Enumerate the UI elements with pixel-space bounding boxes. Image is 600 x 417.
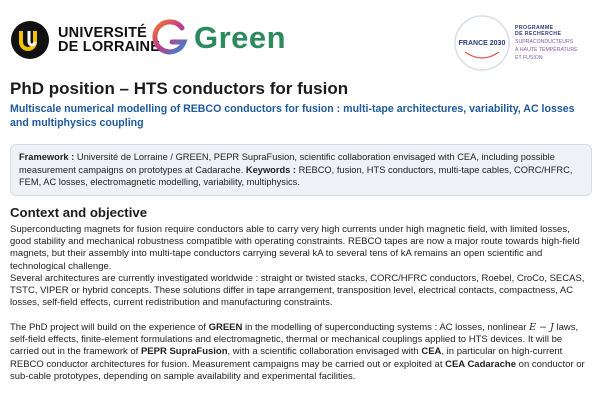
p3-part-d: , with a scientific collaboration envisaged with (227, 346, 422, 358)
paragraph-2: Several architectures are currently investigated worldwide : straight or twisted stacks, CORC/HFRC conductors, Roebel, CroCo, SECAS, TSTC, VIPER or hybrid concepts. These solutions differ in tape arrangement, transposition level, electrical contacts, compactness, AC losses, self-field effects, current redistribution and manufacturing constraints. (10, 273, 585, 309)
paragraph-1: Superconducting magnets for fusion require conductors able to carry very high currents under high magnetic field, with limited losses, good stability and mechanical robustness compatible with operating constraints. REBCO tapes are now a major route towards high-field magnets, but their assembly into multi-tape conductors carrying several kA to several tens of kA remains an open scientific and technological challenge. (10, 224, 580, 272)
p3-part-c: laws, self-field effects, finite-element formulations and electromagnetic, thermal or mechanical couplings applied to HTS devices. It will be carried out in the framework of (10, 322, 579, 358)
france-2030-badge-icon (453, 14, 511, 72)
green-lab-mark-icon (150, 18, 190, 58)
p3-math: E − J (529, 322, 554, 333)
page-title: PhD position – HTS conductors for fusion (10, 79, 349, 98)
program-badge: FRANCE 2030 (458, 40, 506, 47)
univ-name-line1: UNIVERSITÉ (58, 25, 148, 41)
universite-lorraine-logo[interactable] (10, 20, 160, 60)
program-text (515, 25, 578, 61)
program-sub-line3: ET FUSION (515, 55, 543, 61)
framework-text: Université de Lorraine / GREEN, PEPR SupraFusion, scientific collaboration envisaged with CEA, including possible measurement campaigns on prototypes at Cadarache. (19, 152, 555, 175)
paragraph-3 (10, 322, 590, 383)
program-title-line2: DE RECHERCHE (515, 31, 562, 37)
keywords-text: REBCO, fusion, HTS conductors, multi-tape cables, CORC/HFRC, FEM, AC losses, electromagnetic modelling, variability, multiphysics. (19, 164, 573, 187)
program-title-line1: PROGRAMME (515, 25, 554, 31)
univ-name-line2: DE LORRAINE (58, 39, 161, 55)
green-lab-logo[interactable] (150, 18, 286, 58)
framework-label: Framework : (19, 152, 75, 162)
p3-green: GREEN (208, 322, 243, 333)
p3-cea: CEA (421, 346, 442, 358)
framework-box (10, 144, 592, 196)
p3-part-a: The PhD project will build on the experience of (10, 322, 209, 333)
page-subtitle: Multiscale numerical modelling of REBCO conductors for fusion : multi-tape architectures, variability, AC losses and multiphysics coupling (10, 103, 575, 129)
p3-cadarache: CEA Cadarache (445, 358, 517, 370)
program-sub-line1: SUPRACONDUCTEURS (515, 39, 574, 45)
p3-part-e: , in particular on high-current REBCO conductor architectures for fusion. Measurement campaigns may be carried out or exploited at (10, 346, 563, 370)
universite-lorraine-mark-icon (10, 20, 50, 60)
p3-part-f: on conductor or sub-cable prototypes, depending on sample availability and experimental facilities. (10, 358, 585, 382)
header (0, 0, 600, 76)
program-sub-line2: À HAUTE TEMPÉRATURE (515, 47, 578, 53)
p3-part-b: in the modelling of superconducting systems : AC losses, nonlinear (242, 322, 530, 333)
france-2030-logo[interactable] (453, 14, 578, 72)
p3-pepr: PEPR SupraFusion (140, 346, 228, 358)
universite-lorraine-wordmark (58, 26, 160, 54)
section-heading: Context and objective (10, 205, 148, 220)
keywords-label: Keywords : (245, 164, 297, 175)
green-lab-wordmark: Green (194, 20, 287, 55)
